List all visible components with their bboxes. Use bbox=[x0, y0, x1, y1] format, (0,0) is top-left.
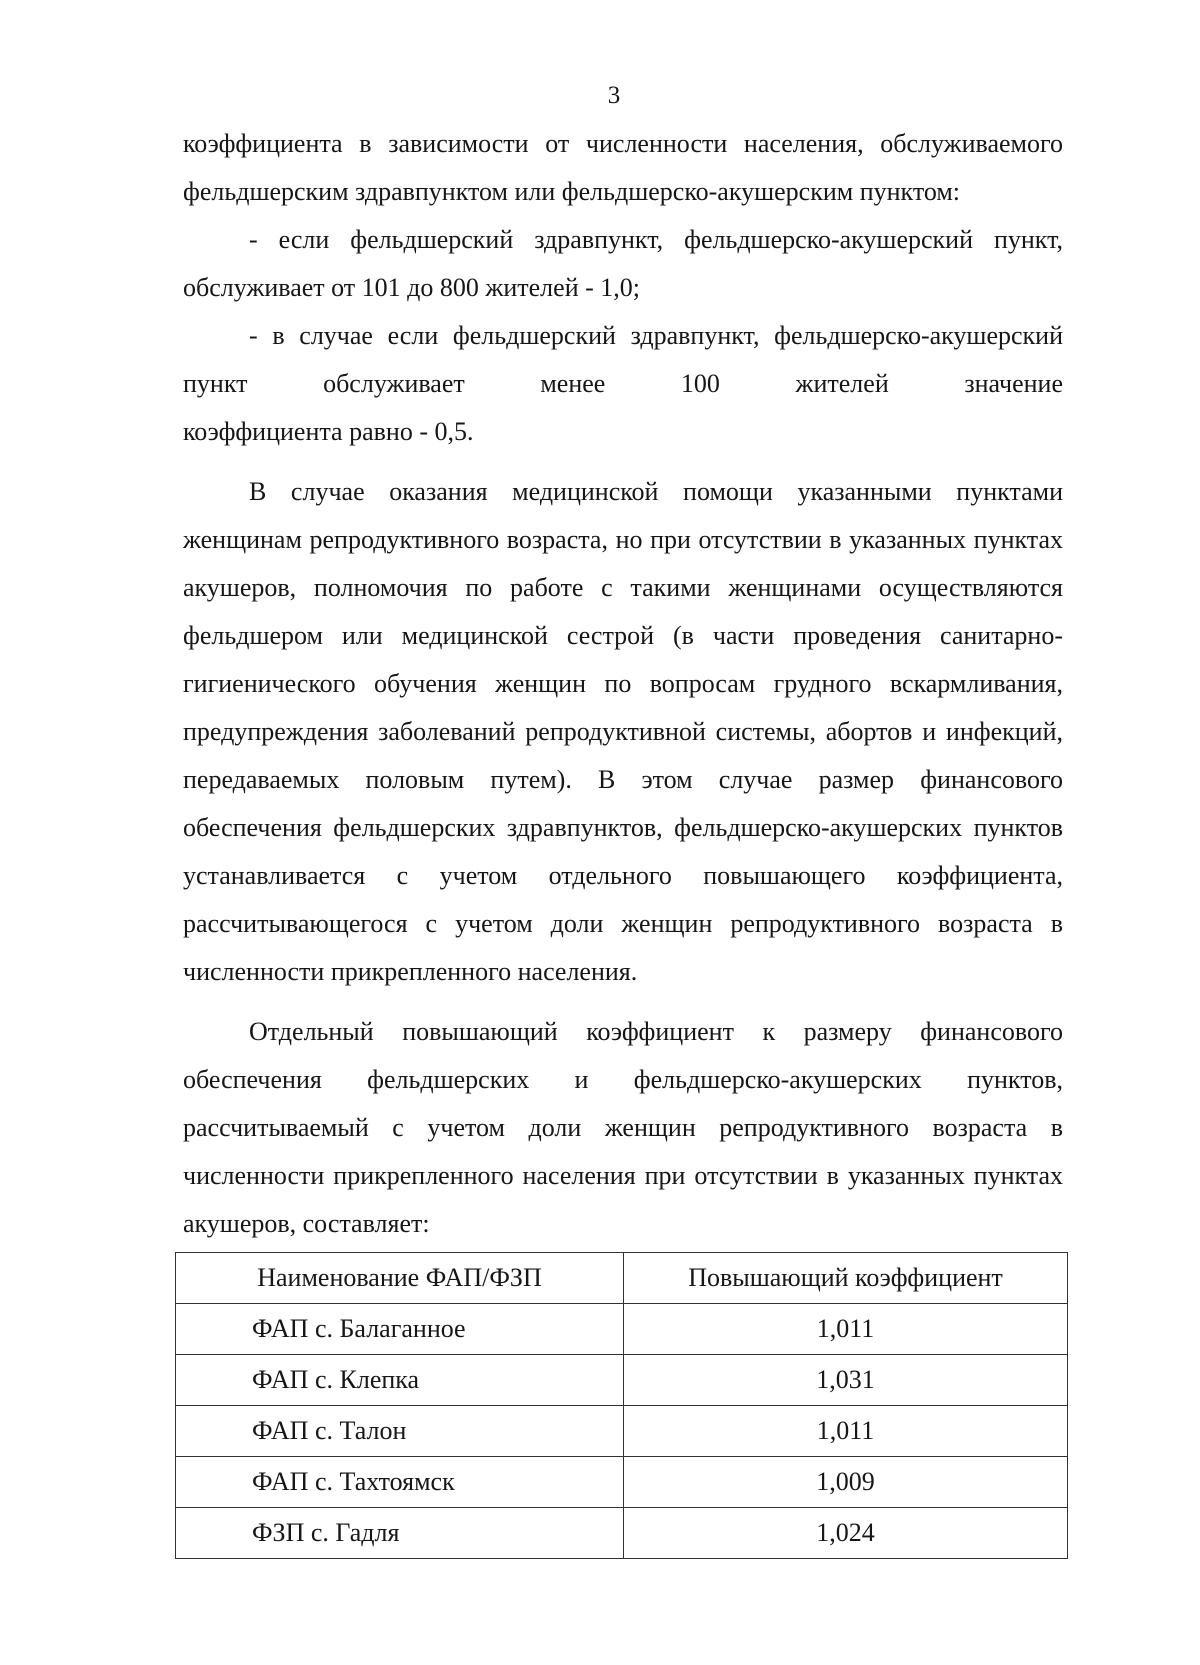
column-header-name: Наименование ФАП/ФЗП bbox=[176, 1253, 624, 1304]
table-row bbox=[176, 1457, 1068, 1508]
paragraph-coefficient-1: - если фельдшерский здравпункт, фельдшерско-акушерский пункт, обслуживает от 101 до 800 жителей - 1,0; bbox=[183, 225, 1063, 302]
table-row bbox=[176, 1406, 1068, 1457]
facility-name: ФАП с. Талон bbox=[176, 1406, 624, 1457]
coefficient-table bbox=[175, 1252, 1068, 1559]
page-number: 3 bbox=[607, 82, 621, 109]
facility-name: ФАП с. Балаганное bbox=[176, 1304, 624, 1355]
coefficient-value: 1,009 bbox=[624, 1457, 1068, 1508]
paragraph-coefficient-05: - в случае если фельдшерский здравпункт, фельдшерско-акушерский пункт обслуживает менее 100 жителей значение bbox=[183, 321, 1063, 398]
document-body bbox=[183, 120, 1063, 1248]
coefficient-value: 1,011 bbox=[624, 1406, 1068, 1457]
table-header-row bbox=[176, 1253, 1068, 1304]
column-header-coefficient: Повышающий коэффициент bbox=[624, 1253, 1068, 1304]
coefficient-value: 1,031 bbox=[624, 1355, 1068, 1406]
paragraph-coefficient-05-end: коэффициента равно - 0,5. bbox=[183, 417, 474, 446]
paragraph-increasing-coefficient: Отдельный повышающий коэффициент к размеру финансового обеспечения фельдшерских и фельдшерско-акушерских пунктов, рассчитываемый с учетом доли женщин репродуктивного возраста в численности прикрепленного населения при отсутствии в указанных пунктах акушеров, составляет: bbox=[183, 1017, 1063, 1238]
coefficient-value: 1,011 bbox=[624, 1304, 1068, 1355]
paragraph-intro: коэффициента в зависимости от численности населения, обслуживаемого фельдшерским здравпунктом или фельдшерско-акушерским пунктом: bbox=[183, 129, 1063, 206]
paragraph-reproductive-age: В случае оказания медицинской помощи указанными пунктами женщинам репродуктивного возраста, но при отсутствии в указанных пунктах акушеров, полномочия по работе с такими женщинами осуществляются фельдшером или медицинской сестрой (в части проведения санитарно-гигиенического обучения женщин по вопросам грудного вскармливания, предупреждения заболеваний репродуктивной системы, абортов и инфекций, передаваемых половым путем). В этом случае размер финансового обеспечения фельдшерских здравпунктов, фельдшерско-акушерских пунктов устанавливается с учетом отдельного повышающего коэффициента, рассчитывающегося с учетом доли женщин репродуктивного возраста в численности прикрепленного населения. bbox=[183, 477, 1063, 986]
table-row bbox=[176, 1508, 1068, 1559]
coefficient-value: 1,024 bbox=[624, 1508, 1068, 1559]
table-row bbox=[176, 1355, 1068, 1406]
facility-name: ФАП с. Клепка bbox=[176, 1355, 624, 1406]
facility-name: ФЗП с. Гадля bbox=[176, 1508, 624, 1559]
table-row bbox=[176, 1304, 1068, 1355]
facility-name: ФАП с. Тахтоямск bbox=[176, 1457, 624, 1508]
